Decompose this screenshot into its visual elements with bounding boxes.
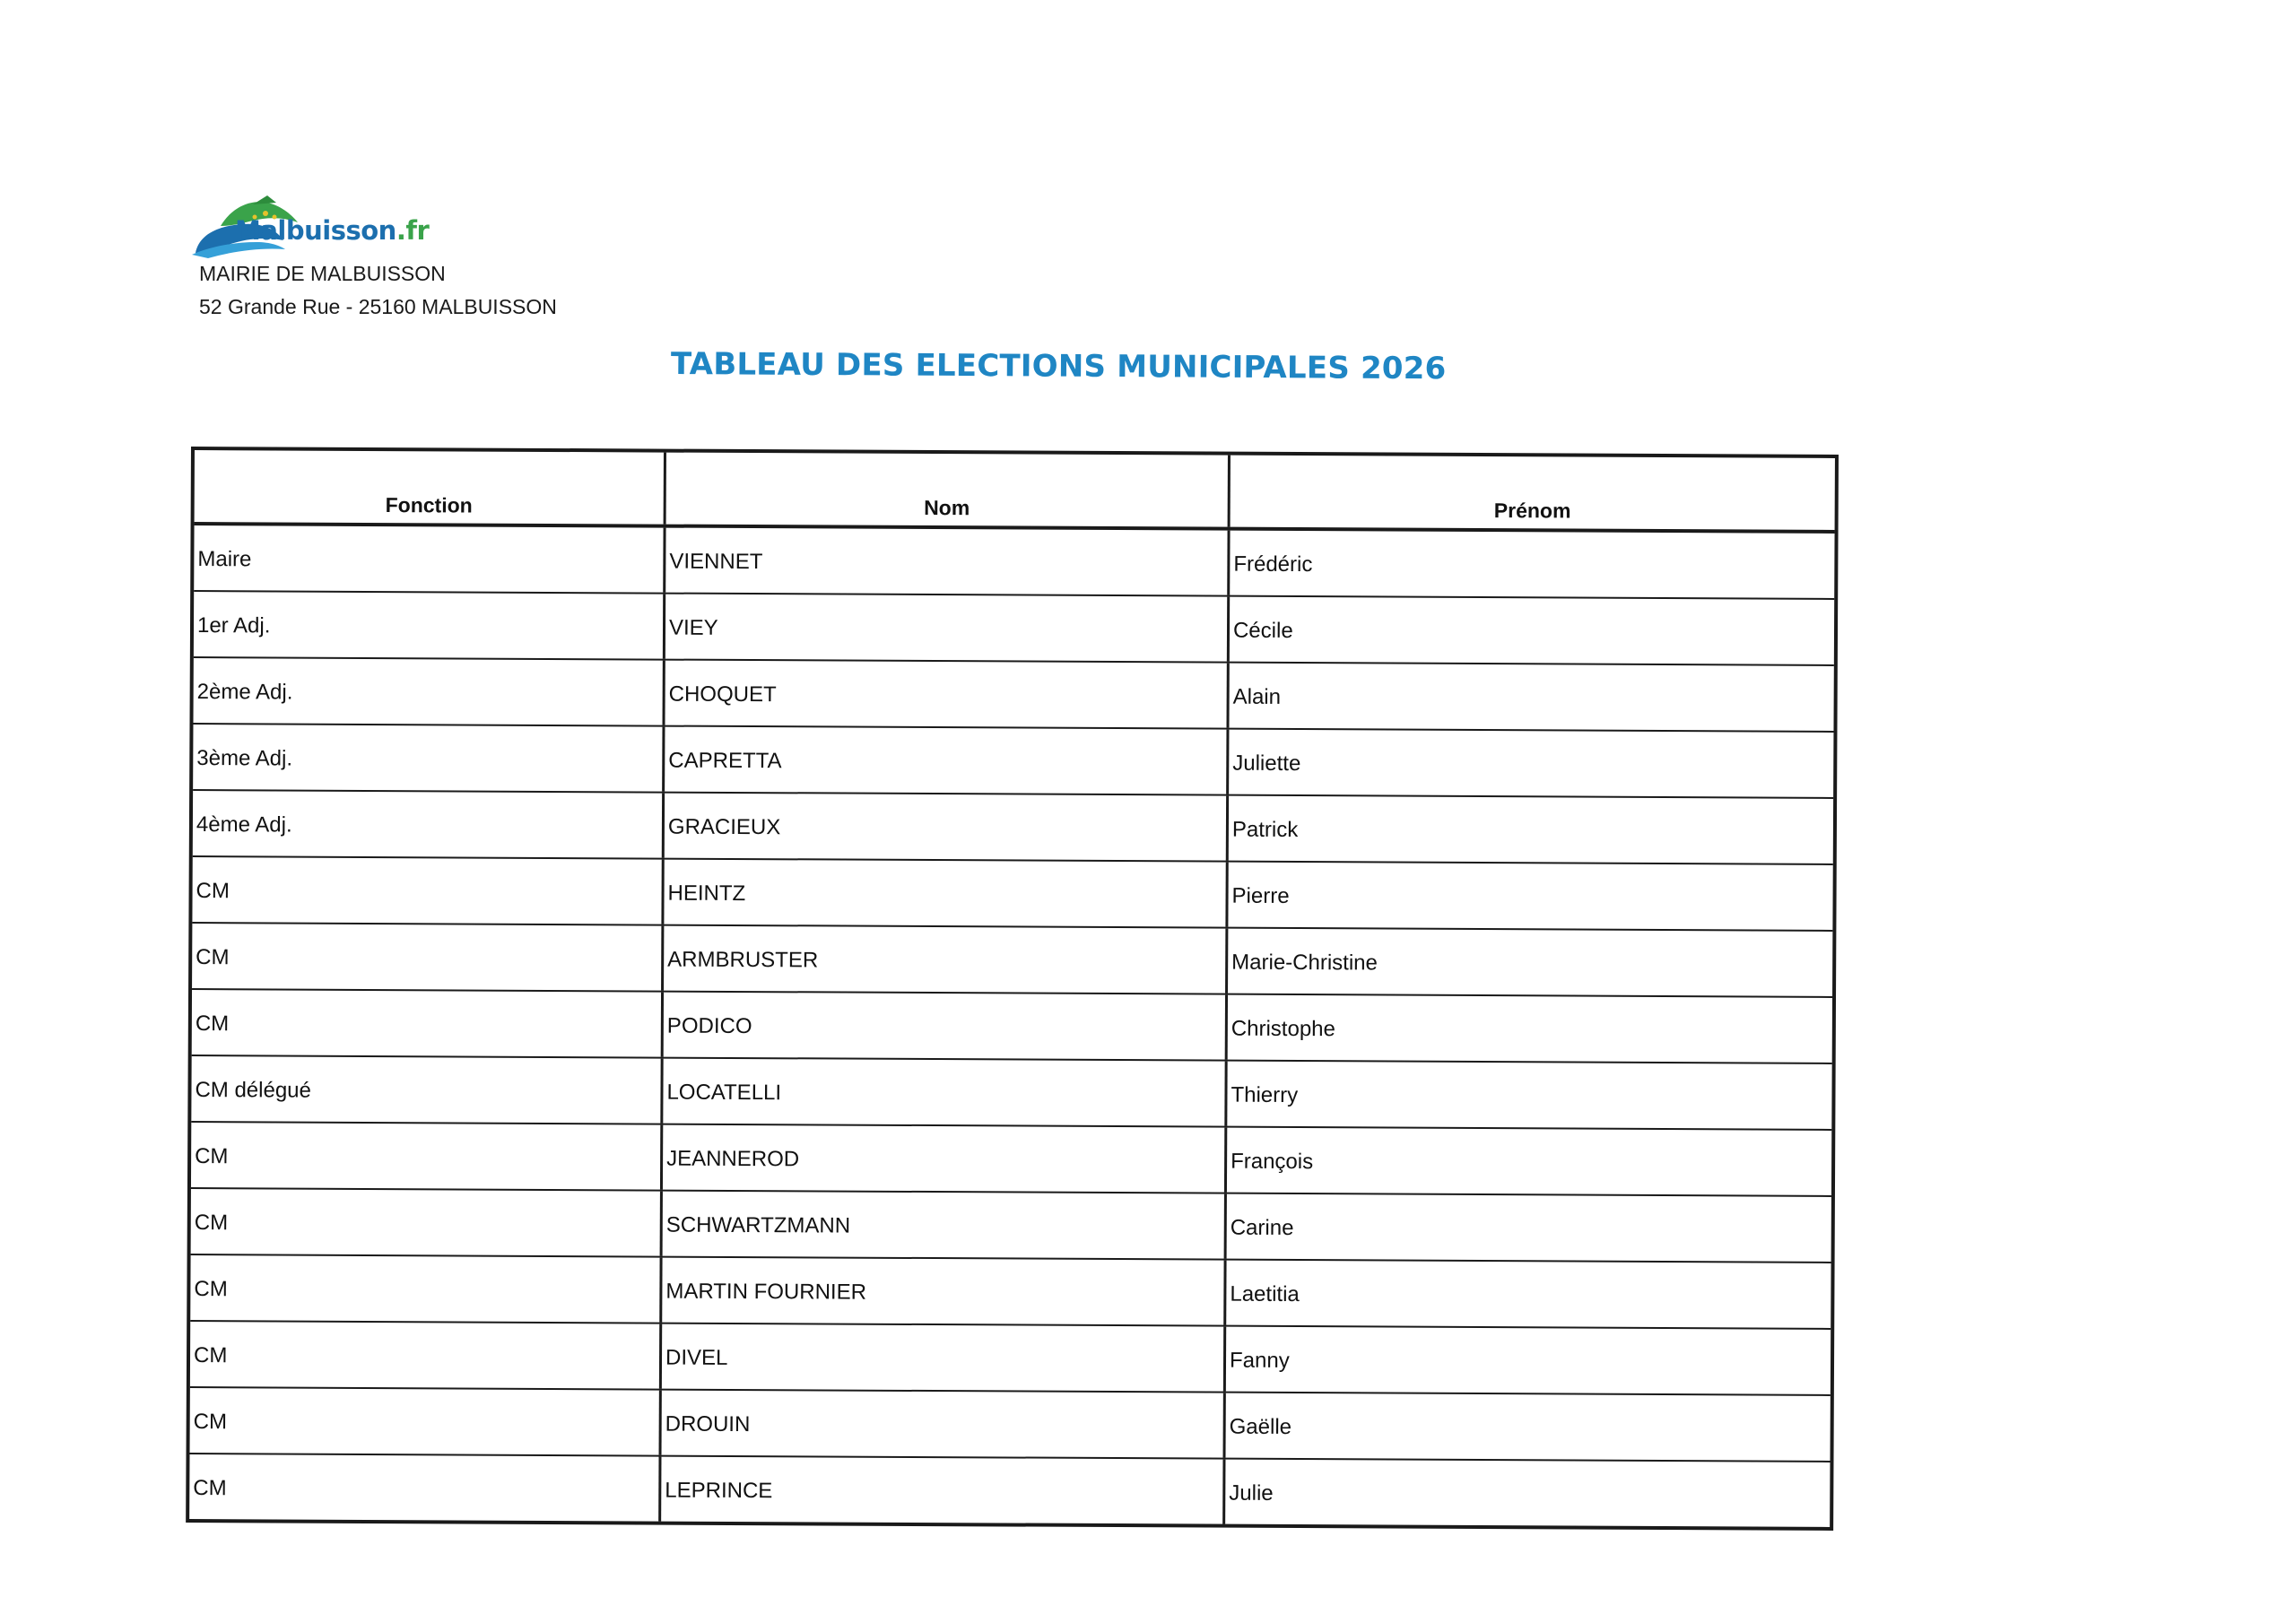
table-row	[192, 990, 1832, 1064]
logo-wordmark	[235, 215, 429, 246]
prenom-cell: Christophe	[1231, 1016, 1335, 1042]
prenom-cell: Patrick	[1231, 817, 1299, 843]
table-row	[193, 725, 1833, 799]
fonction-cell: CM délégué	[191, 1056, 663, 1124]
table-row	[194, 592, 1834, 666]
fonction-cell: 3ème Adj.	[193, 725, 665, 792]
table-row	[192, 857, 1832, 932]
fonction-cell: 2ème Adj.	[193, 658, 665, 725]
elections-table	[186, 447, 1839, 1531]
fonction-cell: CM	[189, 1454, 661, 1522]
prenom-cell: Pierre	[1231, 883, 1290, 908]
table-row	[192, 924, 1832, 998]
table-header-row	[195, 450, 1835, 534]
table-row	[191, 1189, 1831, 1263]
prenom-cell: Thierry	[1231, 1082, 1299, 1108]
table-row	[190, 1388, 1831, 1462]
logo-name: Malbuisson	[235, 215, 396, 246]
nom-cell: LOCATELLI	[663, 1059, 1227, 1126]
fonction-cell: CM	[191, 1189, 663, 1256]
table-row	[193, 791, 1833, 865]
prenom-cell: Frédéric	[1233, 551, 1313, 577]
malbuisson-logo	[190, 190, 430, 260]
table-row	[191, 1123, 1831, 1197]
prenom-cell: Julie	[1229, 1480, 1274, 1506]
table-row	[190, 1255, 1831, 1330]
fonction-cell: CM	[190, 1322, 662, 1389]
nom-cell: PODICO	[664, 993, 1228, 1060]
prenom-cell: François	[1231, 1149, 1314, 1175]
fonction-cell: Maire	[194, 525, 665, 593]
prenom-cell: Gaëlle	[1229, 1414, 1292, 1440]
logo-tld: .fr	[396, 215, 430, 246]
column-header-nom: Nom	[666, 453, 1231, 527]
org-address: 52 Grande Rue - 25160 MALBUISSON	[199, 295, 557, 318]
document-title: TABLEAU DES ELECTIONS MUNICIPALES 2026	[670, 346, 1447, 387]
table-row	[191, 1056, 1831, 1131]
fonction-cell: CM	[191, 1123, 663, 1190]
table-row	[194, 525, 1834, 600]
nom-cell: GRACIEUX	[665, 794, 1229, 861]
prenom-cell: Laetitia	[1230, 1281, 1300, 1307]
nom-cell: CHOQUET	[665, 661, 1229, 728]
nom-cell: CAPRETTA	[665, 727, 1229, 794]
column-header-fonction: Fonction	[195, 450, 666, 525]
prenom-cell: Fanny	[1229, 1348, 1290, 1373]
fonction-cell: CM	[192, 924, 664, 991]
prenom-cell: Cécile	[1232, 618, 1293, 644]
table-row	[193, 658, 1833, 733]
nom-cell: SCHWARTZMANN	[663, 1192, 1227, 1259]
prenom-cell: Alain	[1232, 684, 1282, 709]
fonction-cell: 4ème Adj.	[193, 791, 665, 858]
nom-cell: DIVEL	[662, 1324, 1226, 1392]
nom-cell: ARMBRUSTER	[664, 926, 1228, 994]
nom-cell: VIEY	[665, 595, 1230, 662]
fonction-cell: CM	[190, 1388, 662, 1455]
table-row	[189, 1454, 1830, 1527]
fonction-cell: CM	[192, 857, 664, 924]
fonction-cell: CM	[190, 1255, 662, 1323]
nom-cell: VIENNET	[665, 528, 1230, 595]
prenom-cell: Carine	[1230, 1215, 1294, 1241]
nom-cell: HEINTZ	[664, 860, 1228, 927]
table-row	[190, 1322, 1831, 1396]
prenom-cell: Marie-Christine	[1231, 950, 1378, 976]
nom-cell: JEANNEROD	[663, 1125, 1227, 1193]
fonction-cell: CM	[192, 990, 664, 1057]
org-name: MAIRIE DE MALBUISSON	[199, 262, 446, 285]
nom-cell: MARTIN FOURNIER	[662, 1258, 1226, 1325]
nom-cell: DROUIN	[662, 1391, 1226, 1458]
column-header-prenom: Prénom	[1493, 499, 1571, 523]
elections-table-wrapper	[186, 447, 1839, 1531]
fonction-cell: 1er Adj.	[194, 592, 665, 659]
nom-cell: LEPRINCE	[661, 1457, 1225, 1524]
prenom-cell: Juliette	[1232, 751, 1301, 777]
